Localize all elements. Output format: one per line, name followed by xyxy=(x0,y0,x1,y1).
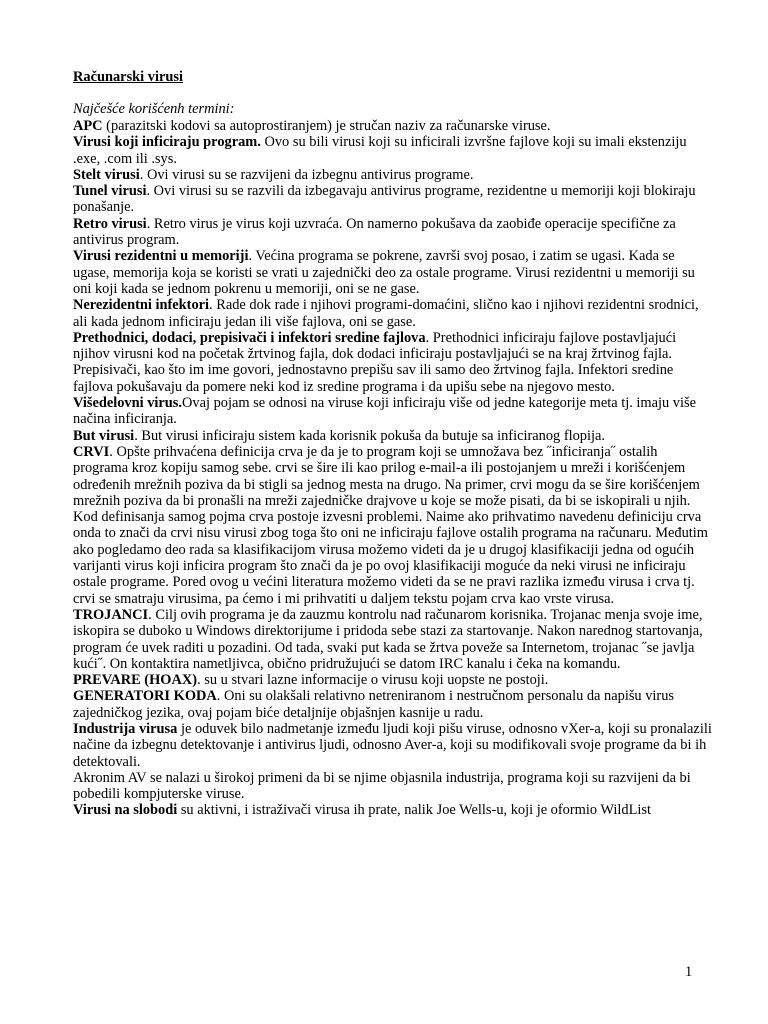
glossary-definition: . Retro virus je virus koji uzvraća. On namerno pokušava da zaobiđe operacije specifične za antivirus program. xyxy=(73,215,676,249)
glossary-definition: je oduvek bilo nadmetanje između ljudi koji pišu viruse, odnosno vXer-a, koji su pronalazili načine da izbegnu detektovanje i antivirus ljudi, odnosno Aver-a, koji su modifikovali svoje programe da bi ih detektovali. xyxy=(73,720,712,770)
glossary-definition: . Ovi virusi su se razvijeni da izbegnu antivirus programe. xyxy=(139,166,474,183)
glossary-entry xyxy=(73,167,713,183)
glossary-term: Višedelovni virus. xyxy=(73,395,183,412)
glossary-term: Virusi rezidentni u memoriji xyxy=(73,248,249,265)
glossary-definition: Ovaj pojam se odnosi na viruse koji inficiraju više od jedne kategorije meta tj. imaju više načina inficiranja. xyxy=(73,395,696,428)
glossary-definition: . But virusi inficiraju sistem kada korisnik pokuša da butuje sa inficiranog flopija. xyxy=(134,427,605,444)
glossary-definition: . Oni su olakšali relativno netreniranom i nestručnom personalu da napišu virus zajedničkog jezika, ovaj pojam biće detaljnije objašnjen kasnije u radu. xyxy=(73,688,674,721)
glossary-definition: Ovo su bili virusi koji su inficirali izvršne fajlove koji su imali ekstenziju .exe, .com ili .sys. xyxy=(73,134,687,167)
glossary-entry xyxy=(73,395,713,428)
glossary-definition: . Rade dok rade i njihovi programi-domaćini, slično kao i njihovi rezidentni srodnici, ali kada jednom inficiraju jedan ili više fajlova, oni se gase. xyxy=(73,297,699,330)
glossary-entry xyxy=(73,672,713,688)
glossary-definition: (parazitski kodovi sa autoprostiranjem) je stručan naziv za računarske viruse. xyxy=(102,118,551,134)
glossary-entry xyxy=(73,688,713,721)
glossary-definition: . Prethodnici inficiraju fajlove postavljajući njihov virusni kod na početak žrtvinog fajla, dok dodaci inficiraju postavljajući se na kraj žrtvinog fajla. Prepisivači, kao što im ime govori, jednostavno prepišu sav ili samo deo žrtvinog fajla. Infektori sredine fajlova pokušavaju da pomere neki kod iz sredine programa i da upišu sebe na njegovo mesto. xyxy=(73,329,677,395)
glossary-definition: Akronim AV se nalazi u širokoj primeni da bi se njime objasnila industrija, programa koji su razvijeni da bi pobedili kompjuterske viruse. xyxy=(73,769,691,803)
glossary-term: Prethodnici, dodaci, prepisivači i infektori sredine fajlova xyxy=(73,329,426,346)
glossary-entry xyxy=(73,428,713,444)
glossary-definition: . Većina programa se pokrene, završi svoj posao, i zatim se ugasi. Kada se ugase, memorija koja se koristi se vrati u zajednički deo za ostale programe. Virusi rezidentni u memoriji su oni koji kada se jednom pokrenu u memoriji, oni se ne gase. xyxy=(73,248,695,297)
glossary-term: Virusi na slobodi xyxy=(73,802,178,819)
document-body xyxy=(73,118,713,819)
glossary-term: CRVI xyxy=(73,443,110,460)
glossary-term: Nerezidentni infektori xyxy=(73,297,210,314)
glossary-definition: . su u stvari lazne informacije o virusu koji uopste ne postoji. xyxy=(197,672,549,689)
glossary-definition: . Cilj ovih programa je da zauzmu kontrolu nad računarom korisnika. Trojanac menja svoje ime, iskopira se duboko u Windows direktorijume i pridoda sebe stazi za startovanje. Nakon narednog startovanja, program će uvek raditi u pozadini. Od tada, svaki put kada se žrtva poveže sa Internetom, trojanac ˝se javlja kući˝. On kontaktira nametljivca, obično pridružujući se datom IRC kanalu i čeka na komandu. xyxy=(73,606,703,672)
glossary-definition: . Opšte prihvaćena definicija crva je da je to program koji se umnožava bez ˝inficiranja˝ ostalih programa kroz kopiju samog sebe. crvi se šire ili kao prilog e-mail-a ili postojanjem u mreži i korišćenjem određenih mrežnih poziva da bi stigli sa jednog mesta na drugo. Na primer, crvi mogu da se šire korišćenjem mrežnih poziva da bi pronašli na mreži zajedničke drajvove u koje se može pisati, da bi se iskopirali u njih. Kod definisanja samog pojma crva postoje izvesni problemi. Naime ako prihvatimo navedenu definiciju crva onda to znači da crvi nisu virusi zbog toga što oni ne inficiraju fajlove ostalih programa na računaru. Međutim ako pogledamo deo rada sa klasifikacijom virusa možemo videti da je u drugoj klasifikaciji jedna od ogućih varijanti virus koji inficira program što znači da je po ovoj klasifikaciji moguće da neki virusi ne inficiraju ostale programe. Pored ovog u većini literatura možemo videti da se ne pravi razlika između virusa i crva tj. crvi se smatraju virusima, pa ćemo i mi prihvatiti u daljem tekstu pojam crva kao vrste virusa. xyxy=(73,443,709,607)
glossary-term: Virusi koji inficiraju program. xyxy=(73,134,261,151)
document-subtitle: Najčešće korišćenh termini: xyxy=(73,101,235,117)
glossary-entry xyxy=(73,770,713,803)
glossary-term: PREVARE (HOAX) xyxy=(73,672,198,689)
glossary-entry xyxy=(73,134,713,167)
glossary-entry xyxy=(73,444,713,607)
glossary-entry xyxy=(73,216,713,249)
document-title: Računarski virusi xyxy=(73,69,183,85)
glossary-term: But virusi xyxy=(73,427,135,444)
glossary-term: APC xyxy=(73,118,103,134)
glossary-term: Industrija virusa xyxy=(73,720,178,737)
glossary-entry xyxy=(73,248,713,297)
glossary-entry xyxy=(73,721,713,770)
glossary-term: Tunel virusi xyxy=(73,183,147,200)
glossary-definition: . Ovi virusi su se razvili da izbegavaju antivirus programe, rezidentne u memoriji koji blokiraju ponašanje. xyxy=(73,183,696,216)
glossary-definition: su aktivni, i istraživači virusa ih prate, nalik Joe Wells-u, koji je oformio WildList xyxy=(177,802,651,819)
glossary-term: Retro virusi xyxy=(73,215,147,232)
glossary-term: TROJANCI xyxy=(73,606,149,623)
glossary-entry xyxy=(73,330,713,395)
glossary-term: GENERATORI KODA xyxy=(73,688,217,705)
glossary-entry xyxy=(73,802,713,818)
glossary-entry xyxy=(73,297,713,330)
glossary-entry xyxy=(73,607,713,672)
page-number: 1 xyxy=(685,964,693,980)
glossary-term: Stelt virusi xyxy=(73,166,140,183)
glossary-entry xyxy=(73,118,713,134)
glossary-entry xyxy=(73,183,713,216)
